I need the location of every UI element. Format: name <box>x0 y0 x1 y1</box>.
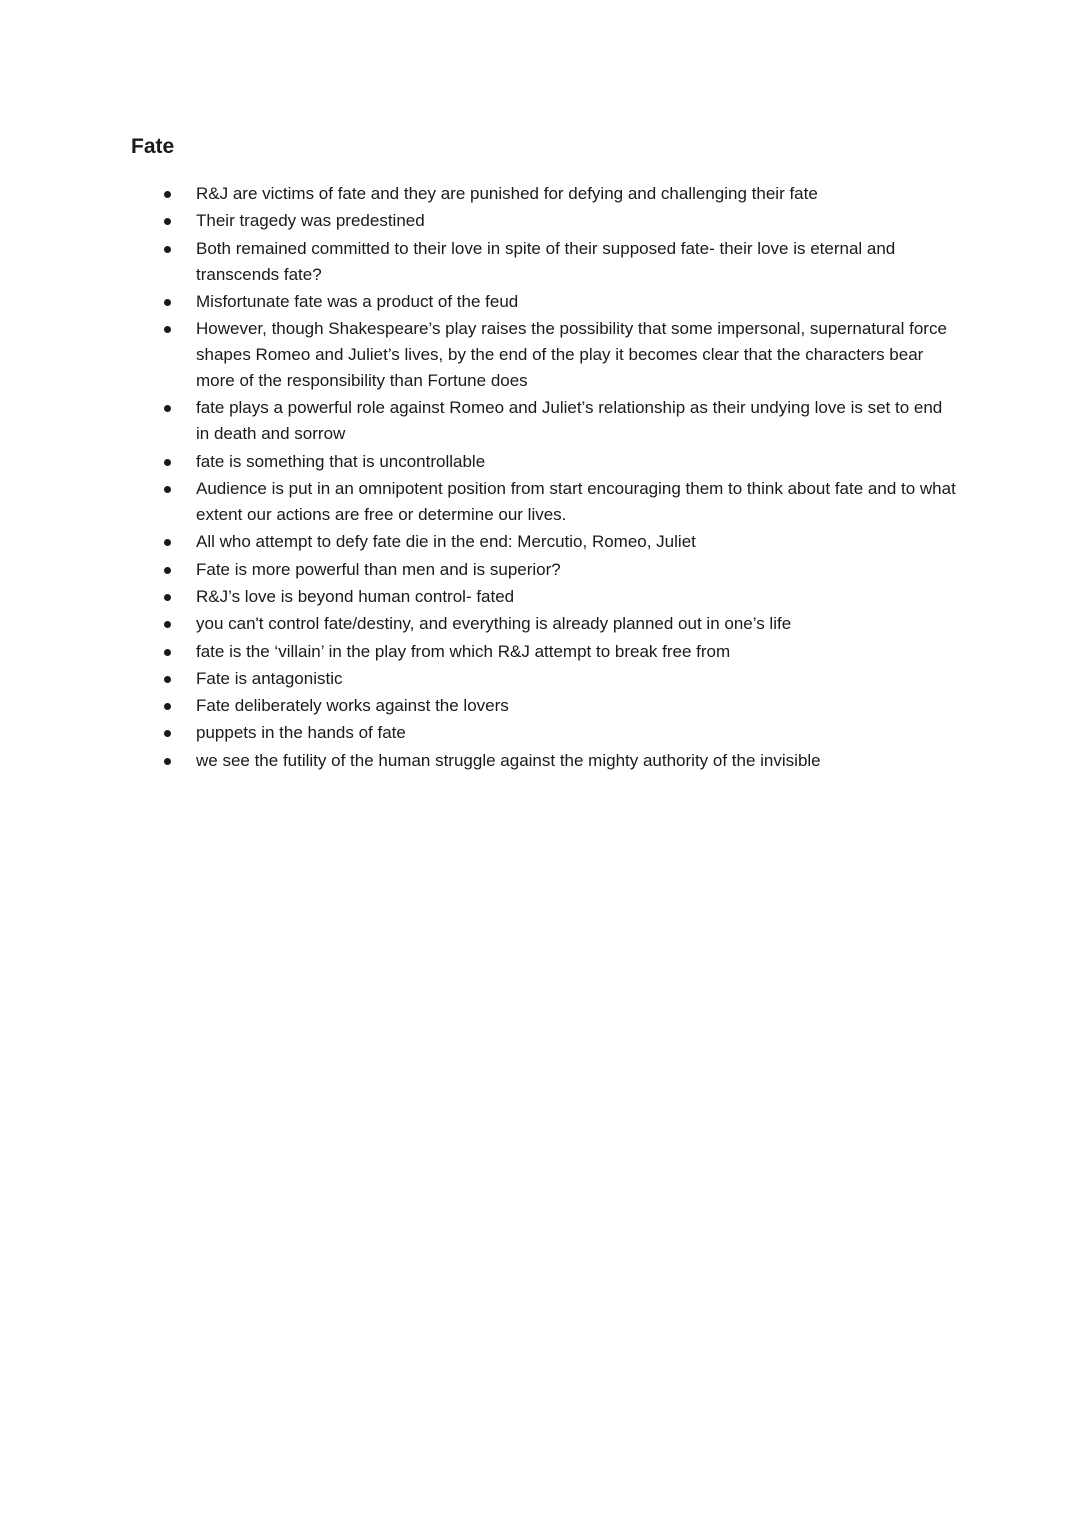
list-item <box>160 395 960 447</box>
list-item <box>160 693 960 719</box>
list-item-text: Fate deliberately works against the lovers <box>196 696 509 716</box>
list-item <box>160 316 960 394</box>
list-item <box>160 611 960 637</box>
bullet-icon <box>164 621 171 628</box>
list-item-text: puppets in the hands of fate <box>196 723 406 743</box>
bullet-icon <box>164 703 171 710</box>
list-item-text: you can't control fate/destiny, and everything is already planned out in one’s life <box>196 614 792 634</box>
bullet-icon <box>164 649 171 656</box>
list-item-text: R&J are victims of fate and they are punished for defying and challenging their fate <box>196 184 818 203</box>
bullet-icon <box>164 405 171 412</box>
bullet-icon <box>164 326 171 333</box>
list-item <box>160 557 960 583</box>
list-item-text: Misfortunate fate was a product of the feud <box>196 291 519 311</box>
list-item-text: However, though Shakespeare’s play raises the possibility that some impersonal, supernatural force shapes Romeo and Juliet’s lives, by the end of the play it becomes clear that the characters bear more of the responsibility than Fortune does <box>196 319 947 391</box>
bullet-icon <box>164 730 171 737</box>
bullet-icon <box>164 218 171 225</box>
list-item <box>160 720 960 746</box>
list-item <box>160 666 960 692</box>
list-item <box>160 584 960 610</box>
list-item <box>160 208 960 234</box>
list-item-text: we see the futility of the human struggle against the mighty authority of the invisible <box>196 750 821 770</box>
bullet-icon <box>164 191 171 198</box>
bullet-icon <box>164 594 171 601</box>
list-item-text: All who attempt to defy fate die in the end: Mercutio, Romeo, Juliet <box>196 532 696 552</box>
bullet-icon <box>164 676 171 683</box>
list-item <box>160 289 960 315</box>
bullet-icon <box>164 459 171 466</box>
bullet-icon <box>164 246 171 253</box>
list-item <box>160 236 960 288</box>
list-item-text: R&J’s love is beyond human control- fated <box>196 586 515 606</box>
list-item <box>160 476 960 528</box>
list-item-text: Their tragedy was predestined <box>196 211 425 231</box>
page-title: Fate <box>131 135 175 158</box>
bullet-icon <box>164 486 171 493</box>
list-item <box>160 748 960 774</box>
list-item-text: fate plays a powerful role against Romeo and Juliet’s relationship as their undying love is set to end in death and sorrow <box>196 398 943 444</box>
list-item <box>160 639 960 665</box>
list-item <box>160 449 960 475</box>
list-item-text: fate is the ‘villain’ in the play from which R&J attempt to break free from <box>196 641 731 661</box>
bullet-list <box>160 181 960 775</box>
list-item-text: Audience is put in an omnipotent position from start encouraging them to think about fate and to what extent our actions are free or determine our lives. <box>196 479 956 525</box>
list-item-text: Fate is antagonistic <box>196 668 343 688</box>
list-item-text: fate is something that is uncontrollable <box>196 451 486 471</box>
list-item-text: Both remained committed to their love in spite of their supposed fate- their love is eternal and transcends fate? <box>196 238 896 284</box>
bullet-icon <box>164 758 171 765</box>
bullet-icon <box>164 539 171 546</box>
list-item <box>160 181 960 207</box>
list-item-text: Fate is more powerful than men and is superior? <box>196 559 561 579</box>
bullet-icon <box>164 299 171 306</box>
bullet-icon <box>164 567 171 574</box>
list-item <box>160 529 960 555</box>
